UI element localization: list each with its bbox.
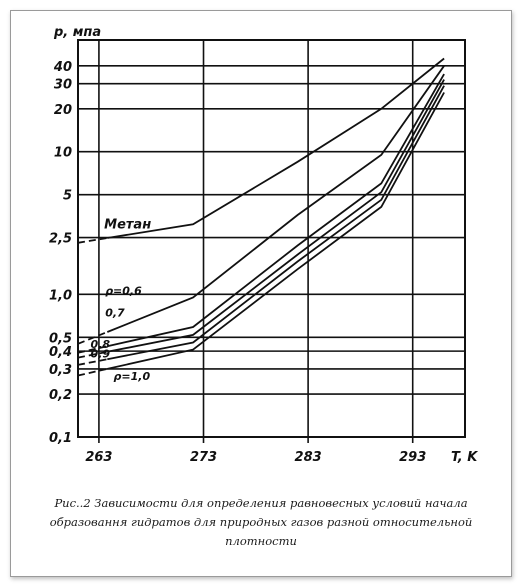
series-label: 0,7 [105, 306, 125, 320]
y-tick-label: 0,1 [48, 431, 72, 446]
x-tick-label: 293 [399, 450, 427, 465]
y-axis-label: p, мпа [54, 25, 102, 40]
y-tick-label: 20 [53, 102, 72, 118]
series-label: ρ=0,6 [105, 284, 142, 298]
y-tick-label: 40 [53, 59, 72, 75]
y-tick-label: 0,4 [48, 345, 72, 361]
figure-caption: Рис..2 Зависимости для определения равновесных условий начала образовання гидратов для природных газов разной относительной плотности [49, 496, 473, 548]
series-label: 0,8 [90, 338, 111, 352]
y-tick-label: 5 [62, 188, 72, 204]
y-tick-label: 0,3 [48, 362, 72, 378]
series-line-dashed [78, 369, 107, 376]
x-tick-label: 263 [85, 450, 113, 465]
series-line [107, 59, 444, 239]
x-axis-label: T, K [451, 450, 478, 465]
series-line [107, 86, 444, 360]
series-line [107, 74, 444, 346]
y-tick-label: 30 [53, 77, 72, 93]
y-tick-label: 10 [53, 145, 72, 161]
series-label: 0,9 [90, 347, 111, 361]
y-tick-label: 1,0 [48, 288, 72, 304]
series-label: Метан [104, 217, 152, 233]
series-line-dashed [78, 238, 107, 243]
x-tick-label: 273 [189, 450, 218, 465]
y-tick-label: 2,5 [48, 231, 72, 247]
y-tick-label: 0,5 [48, 331, 72, 347]
x-tick-label: 283 [294, 450, 322, 465]
y-tick-label: 0,2 [48, 388, 72, 404]
series-line [107, 66, 444, 332]
series-label: ρ=1,0 [113, 370, 151, 384]
